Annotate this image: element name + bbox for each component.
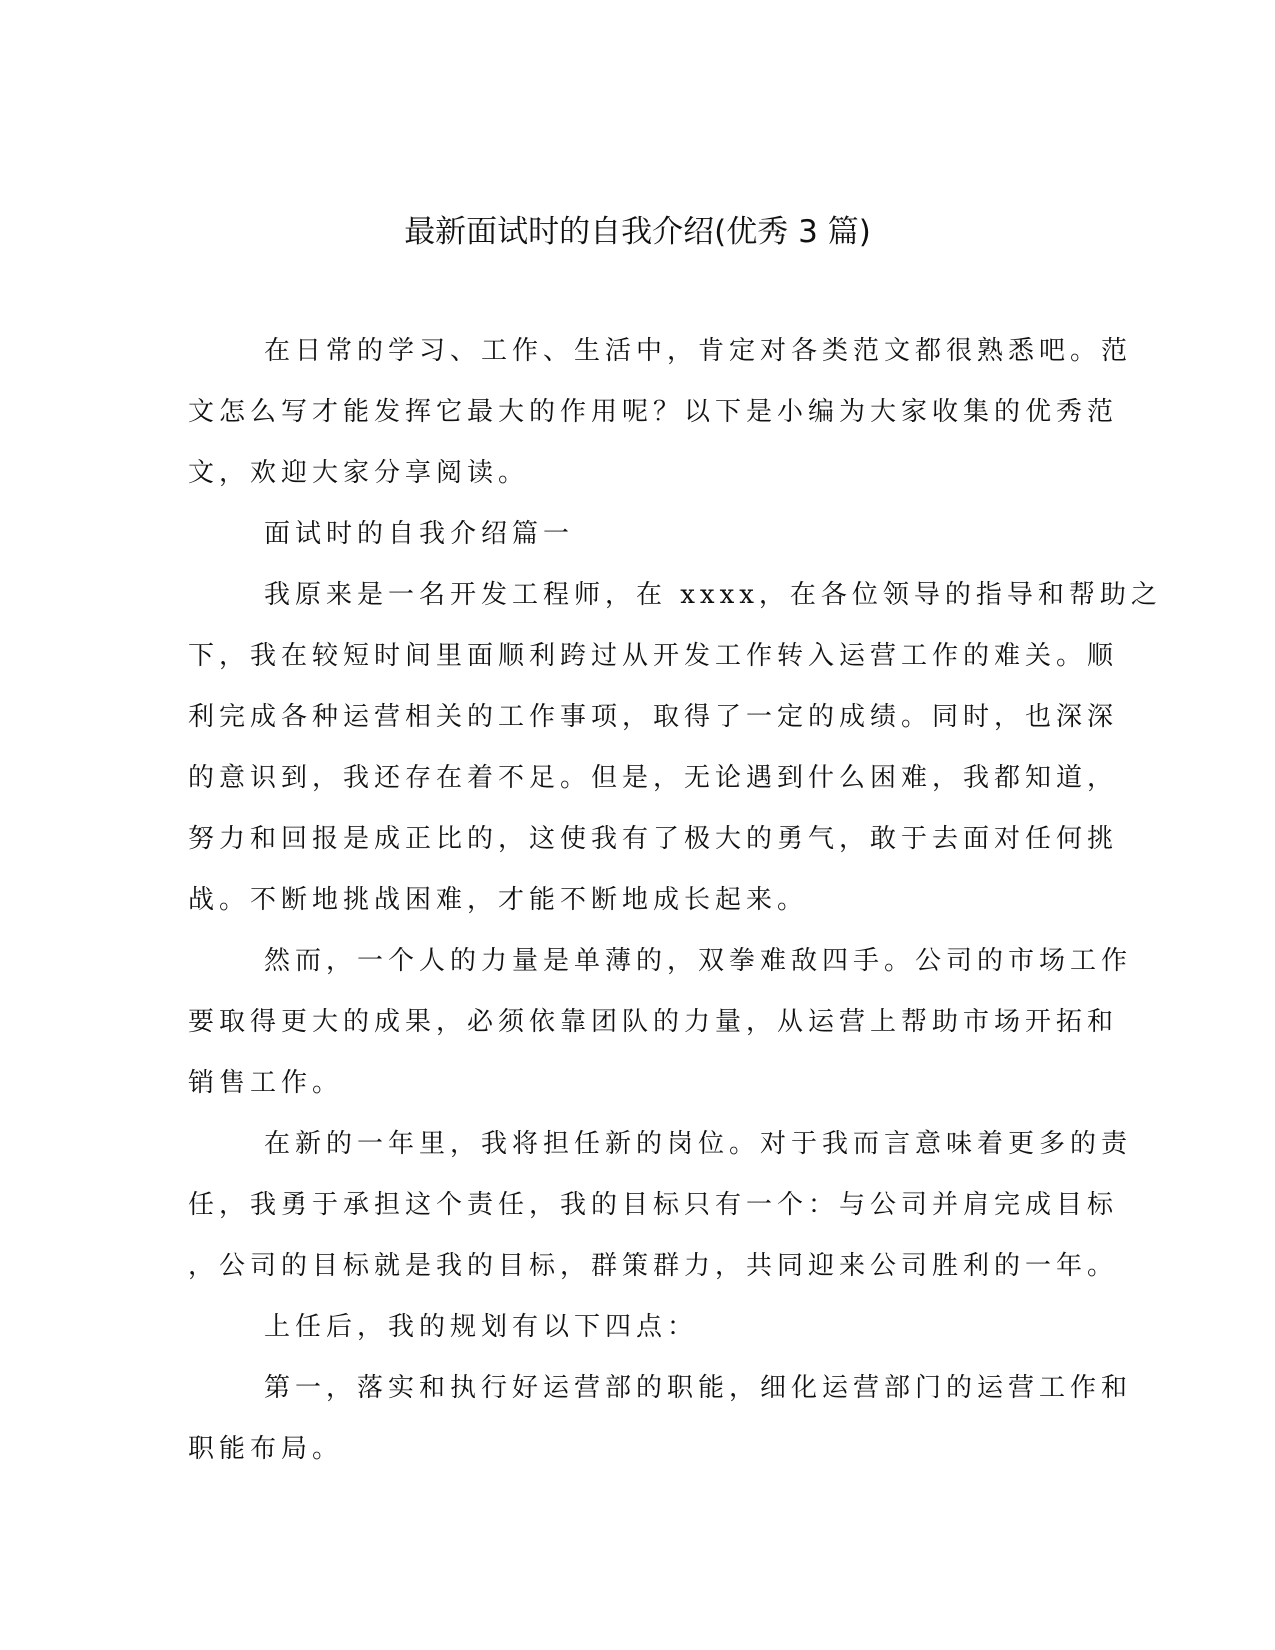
paragraph-line: 任，我勇于承担这个责任，我的目标只有一个：与公司并肩完成目标 bbox=[188, 1190, 1119, 1220]
paragraph-line: 然而，一个人的力量是单薄的，双拳难敌四手。公司的市场工作 bbox=[264, 946, 1133, 976]
paragraph-line: 文怎么写才能发挥它最大的作用呢？以下是小编为大家收集的优秀范 bbox=[188, 397, 1119, 427]
document-title: 最新面试时的自我介绍(优秀 3 篇) bbox=[404, 214, 871, 250]
section-heading: 面试时的自我介绍篇一 bbox=[264, 519, 575, 549]
paragraph-line: 第一，落实和执行好运营部的职能，细化运营部门的运营工作和 bbox=[264, 1373, 1133, 1403]
paragraph-line: 上任后，我的规划有以下四点： bbox=[264, 1312, 699, 1342]
paragraph-line: 要取得更大的成果，必须依靠团队的力量，从运营上帮助市场开拓和 bbox=[188, 1007, 1119, 1037]
paragraph-line: 努力和回报是成正比的，这使我有了极大的勇气，敢于去面对任何挑 bbox=[188, 824, 1119, 854]
paragraph-line: 我原来是一名开发工程师，在 xxxx，在各位领导的指导和帮助之 bbox=[264, 580, 1162, 610]
paragraph-line: 利完成各种运营相关的工作事项，取得了一定的成绩。同时，也深深 bbox=[188, 702, 1119, 732]
paragraph-line: 在新的一年里，我将担任新的岗位。对于我而言意味着更多的责 bbox=[264, 1129, 1133, 1159]
paragraph-line: 战。不断地挑战困难，才能不断地成长起来。 bbox=[188, 885, 809, 915]
paragraph-line: 的意识到，我还存在着不足。但是，无论遇到什么困难，我都知道， bbox=[188, 763, 1119, 793]
paragraph-line: 下，我在较短时间里面顺利跨过从开发工作转入运营工作的难关。顺 bbox=[188, 641, 1119, 671]
paragraph-line: 文，欢迎大家分享阅读。 bbox=[188, 458, 530, 488]
paragraph-line: 销售工作。 bbox=[188, 1068, 344, 1098]
paragraph-line: 职能布局。 bbox=[188, 1434, 344, 1464]
paragraph-line: ，公司的目标就是我的目标，群策群力，共同迎来公司胜利的一年。 bbox=[188, 1251, 1119, 1281]
paragraph-line: 在日常的学习、工作、生活中，肯定对各类范文都很熟悉吧。范 bbox=[264, 336, 1133, 366]
document-body bbox=[188, 321, 1162, 1480]
